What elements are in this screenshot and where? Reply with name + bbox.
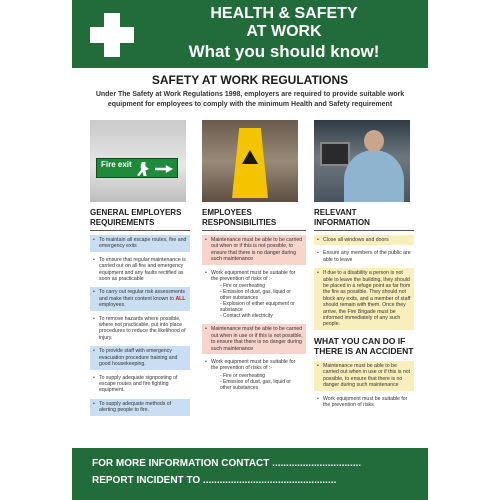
list-item: • To maintain all escape routes, fire and emergency exits [90,235,190,252]
office-worker-photo [314,120,410,202]
sub-item: - Contact with electricity [220,313,273,320]
list-item-text: • Work equipment must be suitable for the prevention of risks of :- [211,269,296,283]
sub-list [211,283,303,319]
header-title-line1: HEALTH & SAFETY [210,5,358,22]
wet-floor-sign-photo [202,120,298,202]
list-item: • Close all windows and doors [314,235,414,245]
list-item-text: To carry out regular risk assessments and make their content known to [99,289,185,302]
poster [72,0,428,500]
list-item: • To ensure that regular maintenance is carried out on all fire and emergency equipment and any faults rectified as soon as practicable [90,255,190,285]
employees-heading: EMPLOYEES RESPONSIBILITIES [202,208,306,231]
list-item [202,268,306,322]
employers-column [90,208,190,419]
list-item: • To remove hazards where possible, where not practicable, put into place procedures to reduce the likelihood of injury. [90,314,190,344]
list-item-tail: employees. [99,302,126,309]
list-item: • Maintenance must be able to be carried out when or if this is not possible, to ensure that there is no danger during such maintenance [202,235,306,265]
running-man-icon [137,162,149,176]
person-head [364,130,384,152]
list-item: • Maintenance must be able to be carried out when in use or if this is not possible, to ensure that there is no danger during such maintenance [314,361,414,391]
list-item [90,287,190,310]
list-item: • Maintenance must be able to be carried out when in use or if this is not possible, to ensure that there is no danger during such maintenance [202,324,306,354]
employers-heading: GENERAL EMPLOYERS REQUIREMENTS [90,208,190,231]
monitor-icon [320,142,350,166]
list-item: • Ensure any members of the public are able to leave [314,248,414,265]
section-title: SAFETY AT WORK REGULATIONS [151,73,349,87]
fire-exit-sign [96,158,178,178]
intro-text: Under The Safety at Work Regulations 1998, employers are required to provide suitable work equipment for employees to comply with the minimum Health and Safety requirement [95,91,405,108]
header-title [144,5,424,41]
sub-item: - Emission of dust, gas, liquid or other substances [220,378,291,391]
arrow-right-icon [155,165,173,173]
highlight-all: ALL [175,295,186,302]
list-item: • To provide staff with emergency evacuation procedure training and good housekeeping. [90,346,190,369]
list-item-text: • Work equipment must be suitable for the prevention of risks of :- [211,359,296,372]
employees-column [202,208,306,396]
list-item: • If due to a disability a person is not able to leave the building, they should be placed in a refuge point as far from the fire as possible. They should not block any exits, and a member of staff should remain with them. Once they arrive, the Fire Brigade must be informed immediately of any such people. [314,268,414,330]
fire-exit-text: Fire exit [101,160,132,169]
list-item: • To supply adequate methods of alerting people to fire. [90,399,190,416]
list-item [202,357,306,393]
fire-exit-photo [90,120,186,202]
report-incident-line: REPORT INCIDENT TO ................................................ [92,475,337,486]
contact-line: FOR MORE INFORMATION CONTACT ................................ [92,458,362,469]
sub-item: - Explosion of either equipment or substance [220,301,295,314]
header-title-line2: AT WORK [246,23,322,40]
header-subtitle: What you should know! [188,42,380,61]
relevant-column [314,208,414,413]
white-cross-icon [90,13,134,57]
list-item: • To supply adequate signposting of escape routes and fire fighting equipment. [90,373,190,396]
footer-banner [72,448,428,500]
list-item: • Work equipment must be suitable for the prevention of risks [314,394,414,411]
accident-heading: WHAT YOU CAN DO IF THERE IS AN ACCIDENT [314,335,414,356]
sub-item: - Emission of dust, gas, liquid or other substances [220,289,291,302]
relevant-heading: RELEVANT INFORMATION [314,208,414,231]
header-banner [72,0,428,68]
sub-item: - Fire or overheating [220,283,266,290]
person-body [344,150,404,202]
sub-list [211,373,303,391]
sub-item: - Fire or overheating [220,372,266,379]
